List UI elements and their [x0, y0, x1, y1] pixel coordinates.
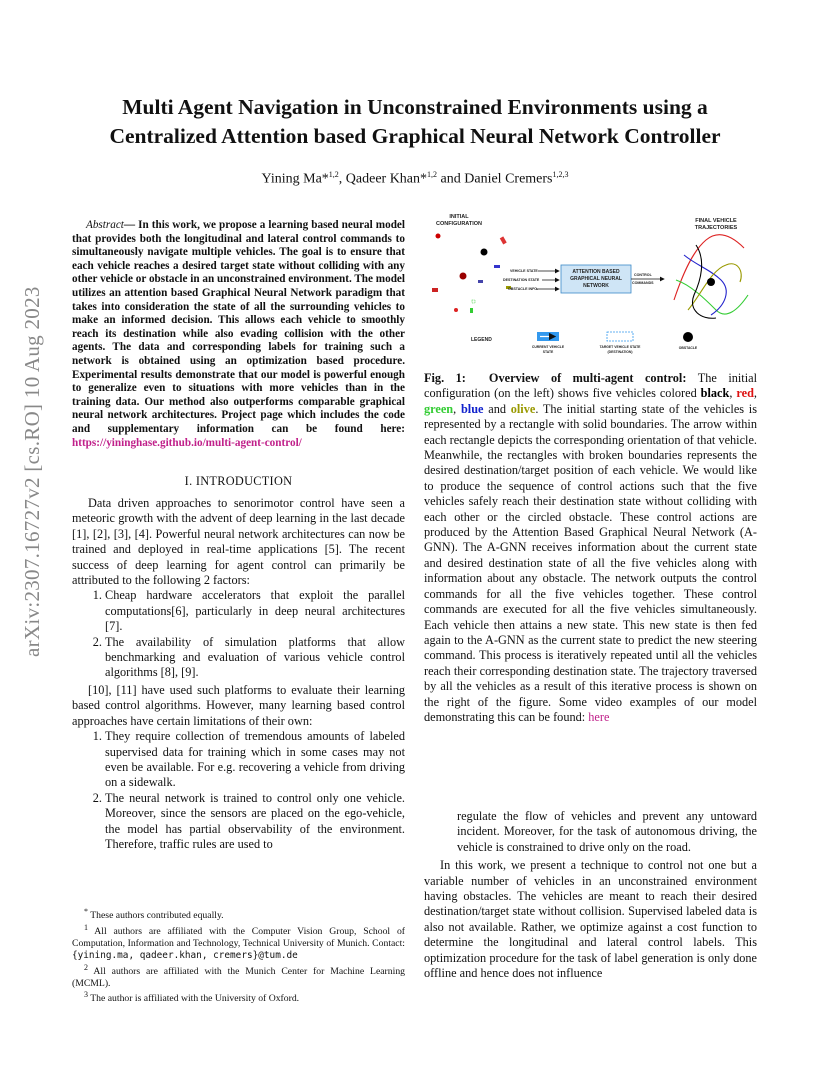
legend-obstacle-icon — [683, 332, 693, 342]
author-list — [70, 170, 760, 188]
figure-caption: Fig. 1: Overview of multi-agent control: The initial configuration (on the left) shows five vehicles colored black, red, green, blue and olive. The initial starting state of the vehicles is represented by a rectangle with solid boundaries. The arrow within each rectangle depicts the corresponding orientation of that vehicle. Meanwhile, the rectangles with broken boundaries represents the desired destination/target position of each vehicle. We would like to produce the sequence of control actions such that the five vehicles safely reach their destination state without colliding with each other or the circled obstacle. These control actions are produced by the Attention Based Graphical Neural Network (A-GNN). The A-GNN receives information about the current state and desired destination state of all the five vehicles along with information about any obstacle. The network outputs the control commands for all the five vehicles together. These control commands are executed for all the five vehicles simultaneously. Each vehicle then attains a new state. This new state is then fed again to the A-GNN as the current state to predict the new steering command. This process is iteratively repeated until all the vehicles reach their corresponding destination state. The trajectory traversed by all the vehicles as a result of this iterative process is shown on the right of the figure. Some video examples of our model demonstrating this can be found: here — [424, 371, 758, 724]
initial-label-1: INITIAL — [449, 214, 469, 220]
footnote-2: $^2$ All authors are affiliated with the Munich Center for Machine Learning (MCML). — [72, 962, 406, 989]
list-continuation: regulate the flow of vehicles and prevent any untoward incident. Moreover, for the task of autonomous driving, the vehicle is constrained to drive only on the road. — [457, 809, 757, 854]
video-examples-link[interactable]: here — [588, 709, 610, 724]
initial-label-2: CONFIGURATION — [435, 221, 483, 227]
abstract — [72, 219, 405, 450]
footnote-1: $^1$ All authors are affiliated with the Computer Vision Group, School of Computation, Information and Technology, Technical University of Munich. Contact: {yining.ma, qadeer.khan, cremers}@tum.de — [72, 923, 406, 961]
legend-current-1: CURRENT VEHICLE — [531, 345, 565, 349]
list-item: 2. The neural network is trained to control only one vehicle. Moreover, since the sensors are placed on the ego-vehicle, the model has partial observability of the environment. Therefore, traffic rules are used to — [105, 791, 405, 853]
legend-target-1: TARGET VEHICLE STATE — [599, 345, 641, 349]
vehicle-icon — [432, 288, 438, 292]
legend-target-2: (DESTINATION) — [607, 350, 633, 354]
legend-target-icon — [607, 332, 633, 341]
legend-title: LEGEND — [471, 337, 492, 343]
input-destination-state: DESTINATION STATE — [503, 278, 540, 282]
list-item: 1. Cheap hardware accelerators that exploit the parallel computations[6], particularly in deep neural architectures [7]. — [105, 588, 405, 634]
footnotes — [72, 906, 405, 1006]
vehicle-icon — [470, 308, 473, 313]
obstacle-icon — [481, 249, 488, 256]
obstacle-icon — [460, 273, 467, 280]
legend-obstacle: OBSTACLE — [678, 346, 698, 350]
abstract-label: Abstract — [86, 219, 124, 231]
box-line-3: NETWORK — [583, 283, 609, 289]
list-item: 1. They require collection of tremendous amounts of labeled supervised data for training which in some cases may not even be available. For e.g. recovering a vehicle from driving on a sidewalk. — [105, 729, 405, 791]
caption-heading: Overview of multi-agent control: — [488, 371, 687, 385]
vehicle-icon — [494, 265, 500, 268]
author-1: Yining Ma* — [261, 171, 329, 187]
intro-paragraph-3: In this work, we present a technique to control not one but a variable number of vehicles in an unconstrained environment having obstacles. The vehicles are meant to reach their desired destination/target state without collision. Supervised labeled data is also not available. Rather, we optimize against a cost function to determine the longitudinal and lateral control labels. This optimization procedure for the task of label generation is only done offline and hence does not influence — [424, 858, 757, 981]
project-page-link[interactable]: https://yininghase.github.io/multi-agent-control/ — [72, 436, 302, 449]
trajectories-plot — [674, 235, 748, 319]
final-label-1: FINAL VEHICLE — [695, 218, 737, 224]
abstract-text: — In this work, we propose a learning based neural model that provides both the longitudinal and lateral control commands to simultaneously navigate multiple vehicles. The goal is to ensure that each vehicle reaches a desired target state without colliding with any other vehicle or obstacle in an unconstrained environment. The model utilizes an attention based Graphical Neural Network paradigm that takes into consideration the state of all the surrounding vehicles to make an informed decision. This allows each vehicle to smoothly reach its destination while also evading collision with the other agents. The data and corresponding labels for training such a network is obtained using an optimization based procedure. Experimental results demonstrate that our model is powerful enough to generalize even to situations with more vehicles than in the training data. Our method also outperforms comparable graphical neural network architectures. Project page which includes the code and supplementary information can be found here: — [72, 219, 405, 435]
author-2: , Qadeer Khan* — [338, 171, 428, 187]
contact-email: {yining.ma, qadeer.khan, cremers}@tum.de — [72, 949, 298, 961]
list-item: 2. The availability of simulation platforms that allow benchmarking and evaluation of various vehicle control algorithms [8], [9]. — [105, 635, 405, 681]
factors-list — [72, 588, 405, 680]
intro-paragraph-2: [10], [11] have used such platforms to evaluate their learning based control algorithms. However, many learning based control approaches have certain limitations of their own: — [72, 682, 405, 728]
limitations-list — [72, 729, 405, 852]
output-label-2: COMMANDS — [632, 281, 654, 285]
box-line-2: GRAPHICAL NEURAL — [570, 276, 622, 282]
introduction-body — [72, 496, 405, 852]
section-heading-introduction: I. INTRODUCTION — [184, 474, 293, 488]
figure-overview-diagram — [426, 210, 758, 360]
author-3-affil: 1,2,3 — [552, 170, 569, 179]
paper-title: Multi Agent Navigation in Unconstrained Environments using a Centralized Attention based Graphical Neural Network Controller — [109, 95, 721, 148]
output-label-1: CONTROL — [634, 273, 652, 277]
vehicle-icon — [500, 236, 507, 244]
intro-paragraph-1: Data driven approaches to senorimotor control have seen a meteoric growth with the advent of deep learning in the last decade [1], [2], [3], [4]. Powerful neural network architectures can now be trained and deployed in real-time applications [5]. The recent success of deep learning for agent control can primarily be attributed to the following 2 factors: — [72, 496, 405, 588]
box-line-1: ATTENTION BASED — [572, 269, 620, 275]
input-vehicle-state: VEHICLE STATE — [510, 269, 538, 273]
obstacle-icon — [454, 308, 458, 312]
footnote-equal: * These authors contributed equally. — [84, 907, 224, 922]
target-icon — [472, 300, 475, 303]
caption-label: Fig. 1: — [424, 371, 466, 385]
arxiv-identifier: arXiv:2307.16727v2 [cs.RO] 10 Aug 2023 — [20, 286, 44, 657]
input-obstacle-info: OBSTACLE INFO. — [508, 287, 539, 291]
footnote-3: $^3$ The author is affiliated with the University of Oxford. — [84, 990, 300, 1005]
author-2-affil: 1,2 — [427, 170, 438, 179]
vehicle-icon — [478, 280, 483, 283]
right-column-body — [424, 809, 757, 981]
legend-current-2: STATE — [542, 350, 554, 354]
obstacle-icon — [436, 234, 441, 239]
author-1-affil: 1,2 — [328, 170, 339, 179]
initial-configuration — [432, 234, 511, 314]
author-3: and Daniel Cremers — [437, 171, 553, 187]
final-label-2: TRAJECTORIES — [694, 225, 738, 231]
